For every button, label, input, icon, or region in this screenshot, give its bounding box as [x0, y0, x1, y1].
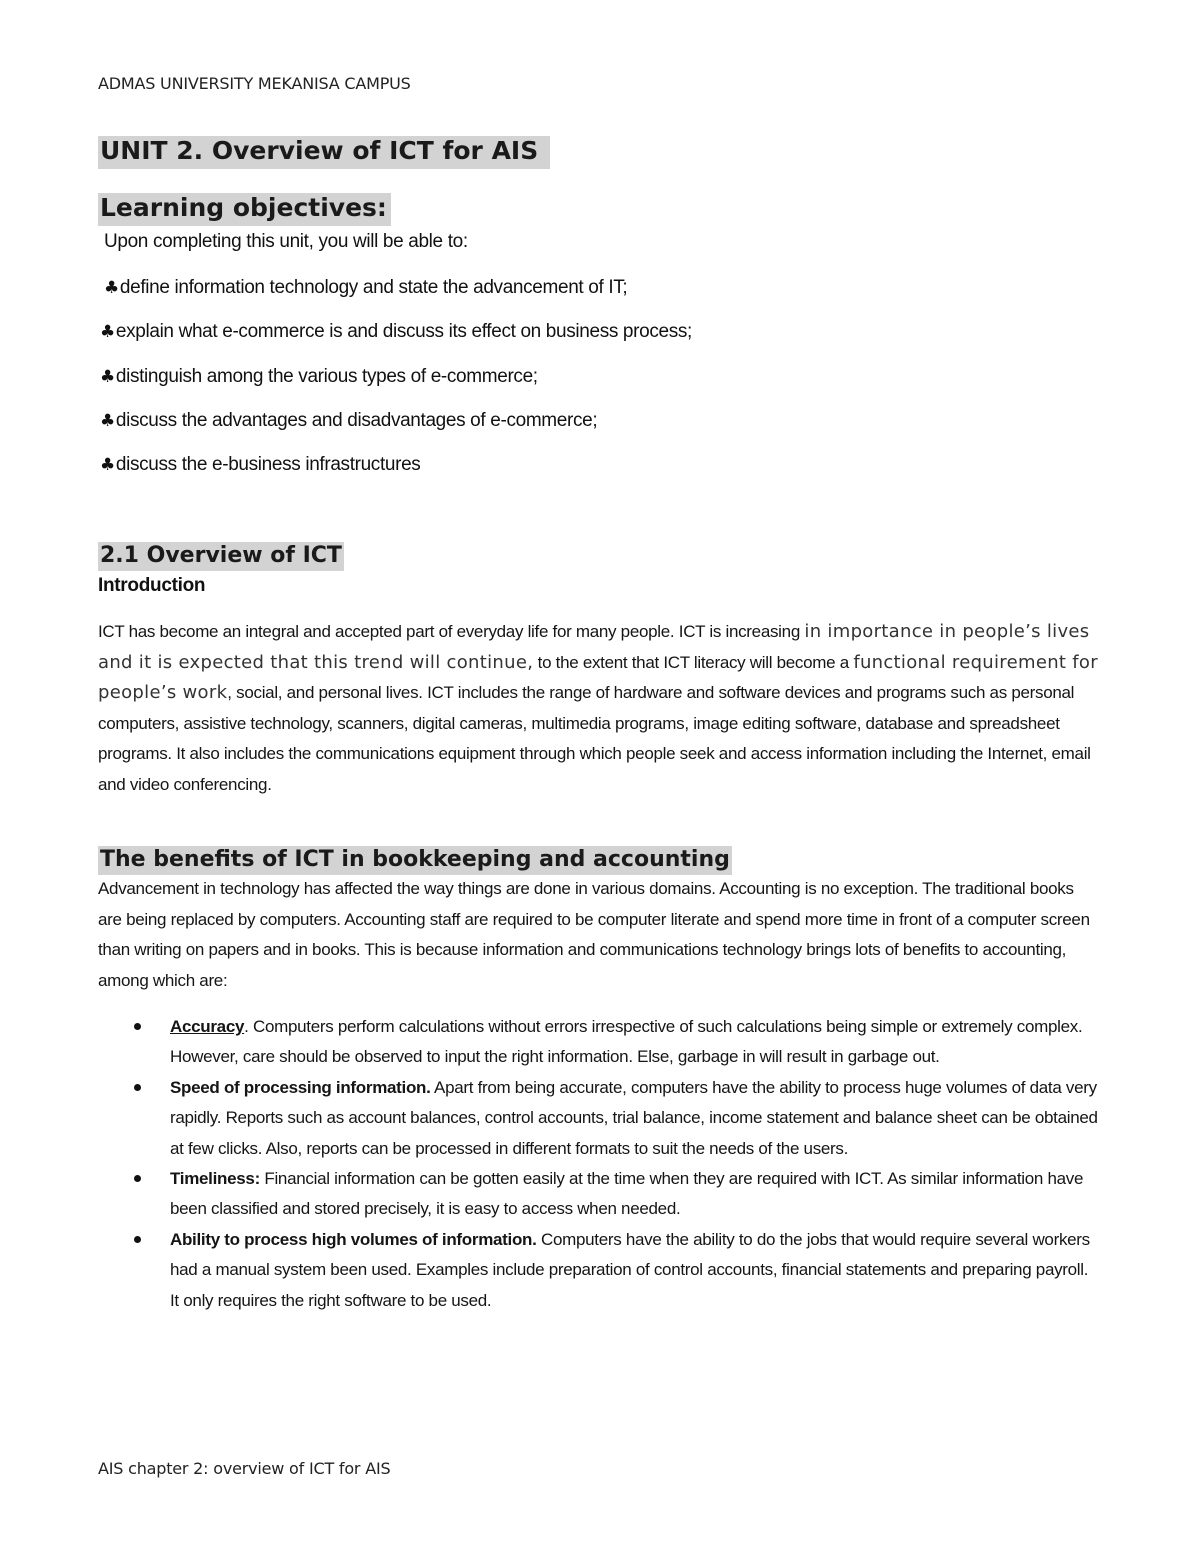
club-bullet-icon: ♣	[100, 455, 115, 475]
introduction-paragraph: ICT has become an integral and accepted part of everyday life for many people. ICT is increasing in importance in people’s lives and it is expected that this trend will continue, to the extent that ICT literacy will become a functional requirement for people’s work, social, and personal lives. ICT includes the range of hardware and software devices and programs such as personal computers, assistive technology, scanners, digital cameras, multimedia programs, image editing software, database and spreadsheet programs. It also includes the communications equipment through which people seek and access information including the Internet, email and video conferencing.	[98, 621, 1098, 794]
club-bullet-icon: ♣	[100, 367, 115, 387]
benefits-intro-paragraph: Advancement in technology has affected the way things are done in various domains. Accounting is no exception. The traditional books are being replaced by computers. Accounting staff are required to be computer literate and spend more time in front of a computer screen than writing on papers and in books. This is because information and communications technology brings lots of benefits to accounting, among which are:	[98, 879, 1090, 990]
bullet-dot-icon	[134, 1175, 141, 1182]
objective-item: ♣discuss the e-business infrastructures	[100, 454, 421, 475]
benefits-list	[0, 1012, 1200, 1316]
list-item: Timeliness: Financial information can be gotten easily at the time when they are required with ICT. As similar information have been classified and stored precisely, it is easy to access when needed.	[170, 1164, 1100, 1225]
learning-objectives-heading: Learning objectives:	[98, 193, 391, 226]
bullet-dot-icon	[134, 1236, 141, 1243]
section-title: 2.1 Overview of ICT	[98, 542, 344, 571]
page-footer: AIS chapter 2: overview of ICT for AIS	[98, 1459, 391, 1478]
list-item: Ability to process high volumes of information. Computers have the ability to do the jobs that would require several workers had a manual system been used. Examples include preparation of control accounts, financial statements and preparing payroll. It only requires the right software to be used.	[170, 1225, 1100, 1316]
list-item: Speed of processing information. Apart from being accurate, computers have the ability to process huge volumes of data very rapidly. Reports such as account balances, control accounts, trial balance, income statement and balance sheet can be obtained at few clicks. Also, reports can be processed in different formats to suit the needs of the users.	[170, 1073, 1100, 1164]
objectives-intro: Upon completing this unit, you will be able to:	[104, 231, 468, 252]
introduction-subheading: Introduction	[98, 575, 206, 596]
club-bullet-icon: ♣	[100, 322, 115, 342]
page-header: ADMAS UNIVERSITY MEKANISA CAMPUS	[98, 74, 411, 93]
club-bullet-icon: ♣	[100, 411, 115, 431]
bullet-dot-icon	[134, 1023, 141, 1030]
unit-title: UNIT 2. Overview of ICT for AIS	[98, 136, 550, 169]
benefits-heading: The benefits of ICT in bookkeeping and accounting	[98, 846, 732, 875]
bullet-dot-icon	[134, 1084, 141, 1091]
list-item: Accuracy. Computers perform calculations without errors irrespective of such calculations being simple or extremely complex. However, care should be observed to input the right information. Else, garbage in will result in garbage out.	[170, 1012, 1100, 1073]
objective-item: ♣explain what e-commerce is and discuss its effect on business process;	[100, 321, 692, 342]
objective-item: ♣define information technology and state the advancement of IT;	[104, 277, 628, 298]
club-bullet-icon: ♣	[104, 278, 119, 298]
objective-item: ♣distinguish among the various types of e-commerce;	[100, 366, 538, 387]
objective-item: ♣discuss the advantages and disadvantages of e-commerce;	[100, 410, 598, 431]
